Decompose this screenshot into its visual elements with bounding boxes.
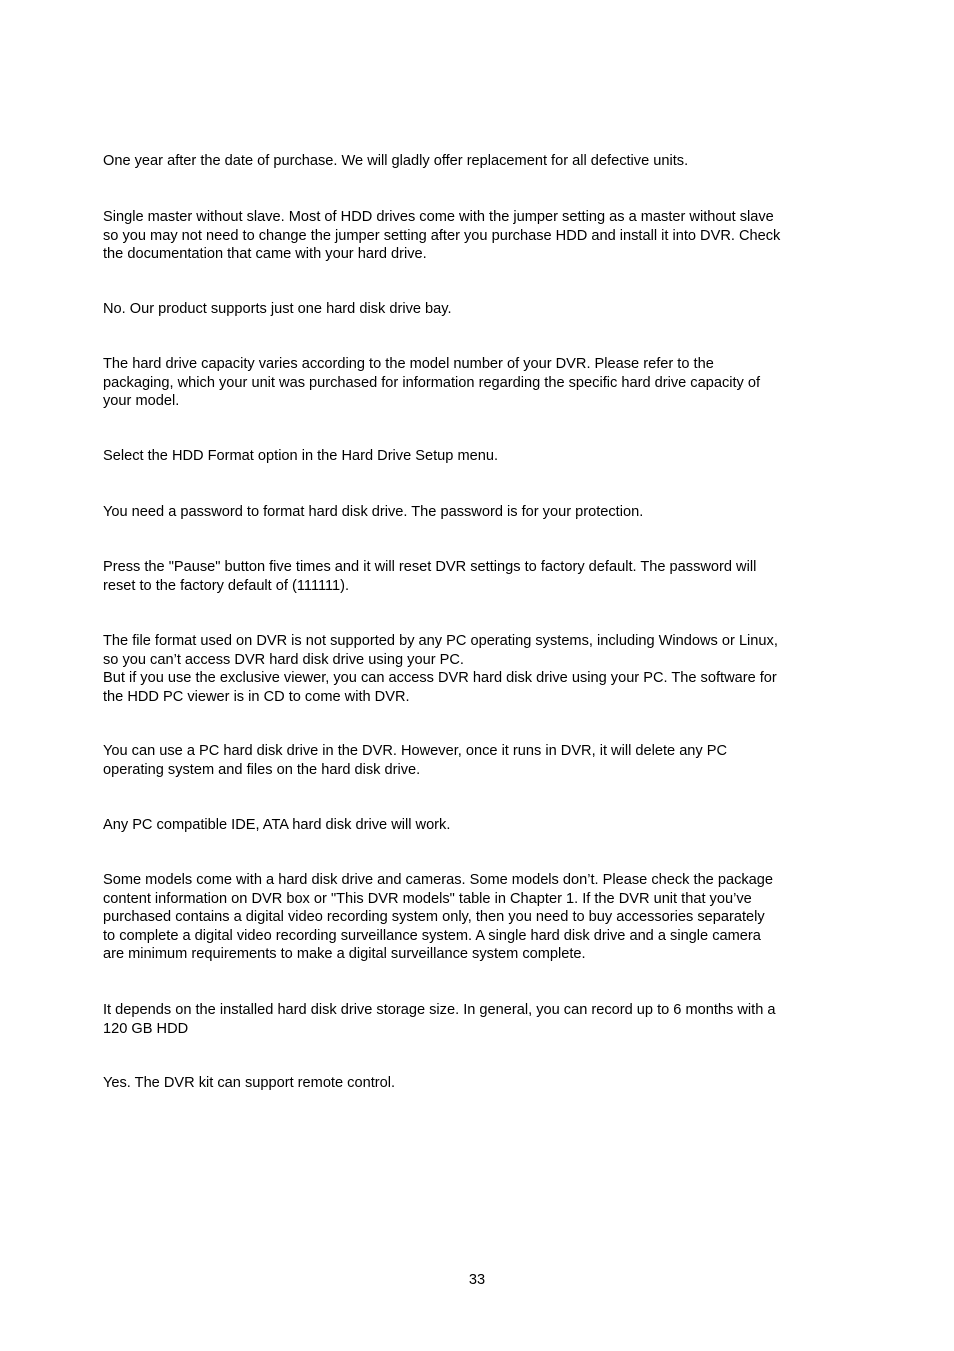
text-line: so you may not need to change the jumper setting after you purchase HDD and install it into DVR. Check <box>103 227 781 244</box>
answer-remote-control <box>103 1074 853 1093</box>
text-line: Any PC compatible IDE, ATA hard disk drive will work. <box>103 817 451 833</box>
text-line: But if you use the exclusive viewer, you can access DVR hard disk drive using your PC. The software for <box>103 670 777 687</box>
text-line: Single master without slave. Most of HDD drives come with the jumper setting as a master without slave <box>103 209 774 225</box>
page-number: 33 <box>468 1272 486 1288</box>
text-line: Yes. The DVR kit can support remote control. <box>103 1075 396 1091</box>
text-line: Some models come with a hard disk drive and cameras. Some models don’t. Please check the package <box>103 872 774 888</box>
text-line: It depends on the installed hard disk drive storage size. In general, you can record up to 6 months with a <box>103 1002 776 1018</box>
answer-hdd-format <box>103 447 853 466</box>
answer-package-contents <box>103 871 853 964</box>
answer-pc-hard-disk <box>103 742 853 779</box>
answer-format-password <box>103 503 853 522</box>
answer-pc-access <box>103 632 853 706</box>
answer-drive-capacity <box>103 355 853 411</box>
answer-warranty <box>103 152 853 171</box>
text-line: the documentation that came with your hard drive. <box>103 246 427 263</box>
text-line: The hard drive capacity varies according to the model number of your DVR. Please refer to the <box>103 356 714 372</box>
answer-drive-bay <box>103 300 853 319</box>
answer-jumper-setting <box>103 208 853 264</box>
text-line: You can use a PC hard disk drive in the DVR. However, once it runs in DVR, it will delete any PC <box>103 743 728 759</box>
answer-compatible-drives <box>103 816 853 835</box>
text-line: your model. <box>103 393 180 410</box>
text-line: the HDD PC viewer is in CD to come with DVR. <box>103 688 410 705</box>
text-line: so you can’t access DVR hard disk drive using your PC. <box>103 651 464 668</box>
text-line: operating system and files on the hard disk drive. <box>103 761 421 778</box>
text-line: content information on DVR box or "This DVR models" table in Chapter 1. If the DVR unit that you’ve <box>103 890 752 907</box>
text-line: packaging, which your unit was purchased for information regarding the specific hard drive capacity of <box>103 374 761 391</box>
text-line: The file format used on DVR is not supported by any PC operating systems, including Windows or Linux, <box>103 633 778 649</box>
text-line: to complete a digital video recording surveillance system. A single hard disk drive and a single camera <box>103 927 761 944</box>
text-line: One year after the date of purchase. We will gladly offer replacement for all defective units. <box>103 153 689 169</box>
text-line: Press the "Pause" button five times and it will reset DVR settings to factory default. The password will <box>103 559 757 575</box>
text-line: 120 GB HDD <box>103 1020 189 1037</box>
text-line: You need a password to format hard disk drive. The password is for your protection. <box>103 504 644 520</box>
answer-password-reset <box>103 558 853 595</box>
text-line: purchased contains a digital video recording system only, then you need to buy accessories separately <box>103 909 765 926</box>
text-line: are minimum requirements to make a digital surveillance system complete. <box>103 946 586 963</box>
text-line: No. Our product supports just one hard disk drive bay. <box>103 301 452 317</box>
text-line: Select the HDD Format option in the Hard Drive Setup menu. <box>103 448 499 464</box>
text-line: reset to the factory default of (111111). <box>103 577 350 594</box>
answer-recording-duration <box>103 1001 853 1038</box>
